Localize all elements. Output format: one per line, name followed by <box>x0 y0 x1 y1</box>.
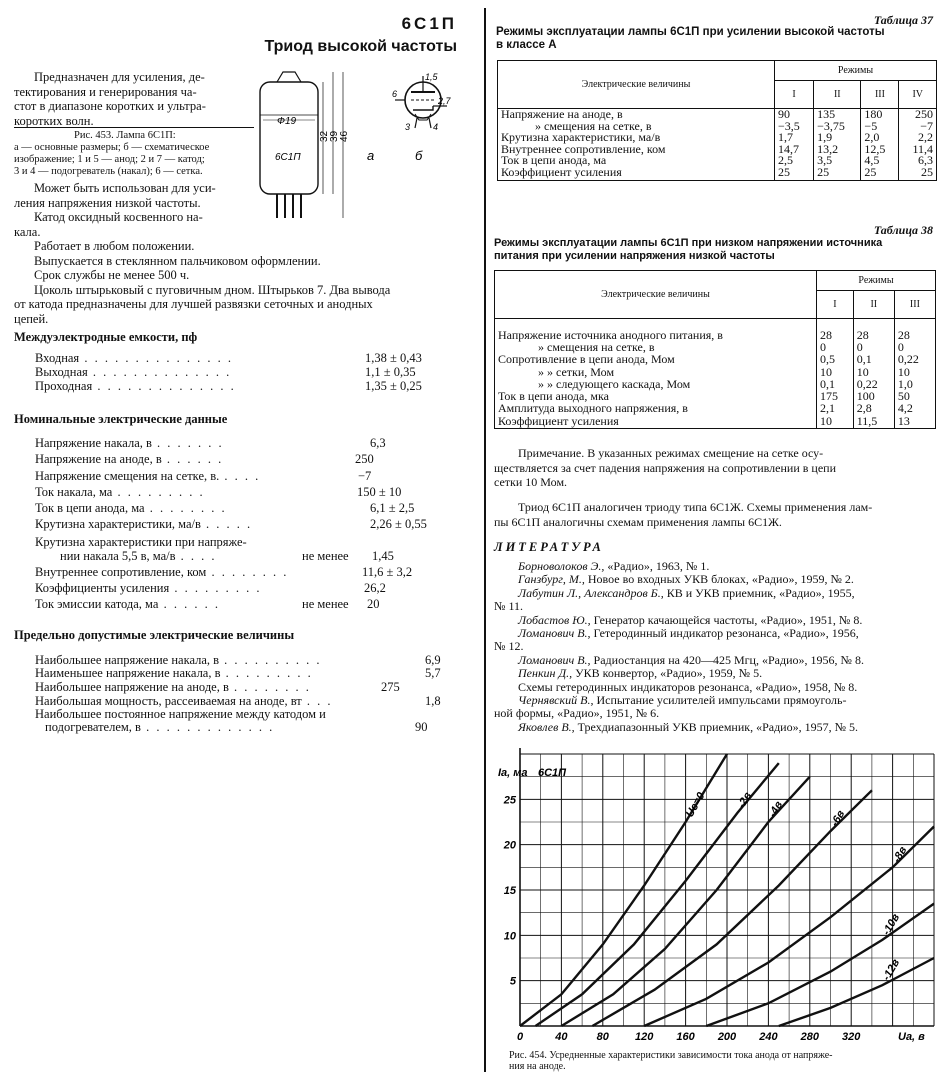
list-item: Наибольшее напряжение на аноде, в . . . . . . . . 275 <box>35 680 400 694</box>
x-tick-label: 160 <box>676 1031 695 1043</box>
table-row: Напряжение источника анодного питания, в » смещения на сетке, в Сопротивление в цепи анода, Мом » » сетки, Мом » » следующего каскада, Мом Ток в цепи анода, мка Амплитуда выходного напряжения, в Коэффициент усиления 28 0 0,5 10 0,1 175 2,1 10 28 0 0,1 10 0,22 100 2,8 11,5 28 0 0,22 10 1,0 50 4,2 13 <box>495 319 936 429</box>
intro-text: Предназначен для усиления, де- тектирования и генерирования ча- стот в диапазоне коротких и ультра- коротких волн. <box>14 70 206 128</box>
diameter-label: Ф19 <box>277 116 297 127</box>
y-tick-label: 10 <box>503 930 516 943</box>
literature-item: Ломанович В., Радиостанция на 420—425 Мгц, «Радио», 1956, № 8. <box>518 652 864 667</box>
list-item: Выходная . . . . . . . . . . . . . . 1,1 ± 0,35 <box>35 365 416 379</box>
x-tick-label: 320 <box>842 1031 861 1043</box>
series-label: -2в <box>735 790 755 811</box>
y-tick-label: 15 <box>503 885 516 897</box>
list-item: Наибольшее постоянное напряжение между катодом и <box>35 707 326 721</box>
list-item: Входная . . . . . . . . . . . . . . . 1,38 ± 0,43 <box>35 351 422 365</box>
tube-body <box>260 82 318 194</box>
list-item: Проходная . . . . . . . . . . . . . . 1,35 ± 0,25 <box>35 379 422 393</box>
series-label: -10в <box>880 911 903 938</box>
pin-3: 3 <box>405 122 411 132</box>
series-label: -6в <box>828 808 848 829</box>
x-tick-label: 0 <box>516 1031 524 1043</box>
label-b: б <box>415 148 423 163</box>
anode-characteristics-chart <box>494 744 940 1056</box>
literature-item-cont: ной формы, «Радио», 1951, № 6. <box>494 706 660 721</box>
list-item: Напряжение накала, в . . . . . . . 6,3 <box>35 436 386 450</box>
x-tick-label: 80 <box>596 1031 609 1043</box>
pin-27: 2,7 <box>438 96 451 106</box>
table37: Электрические величины Режимы I II III IV Напряжение на аноде, в » смещения на сетке, в Крутизна характеристики, ма/в Внутреннее сопротивление, ком Ток в цепи анода, ма Коэффициент усиления 90 −3,5 1,7 14,7 2,5 25 135 −3,75 1,9 13,2 3,5 25 180 −5 2,0 12,5 4,5 25 250 −7 2,2 11,4 6,3 25 <box>497 60 937 181</box>
column-divider <box>484 8 486 1072</box>
literature-item: Схемы гетеродинных индикаторов резонанса, «Радио», 1958, № 8. <box>518 679 858 694</box>
x-tick-label: 240 <box>759 1031 778 1043</box>
table38-label: Таблица 38 <box>873 223 933 237</box>
list-item: Ток в цепи анода, ма . . . . . . . . 6,1 ± 2,5 <box>35 501 415 515</box>
literature-list <box>494 560 941 734</box>
nominal-heading: Номинальные электрические данные <box>14 412 228 426</box>
page-title: Триод высокой частоты <box>264 38 457 55</box>
y-tick-label: 25 <box>503 794 516 807</box>
tube-marking: 6С1П <box>275 152 301 163</box>
literature-item: Пенкин Д., УКВ конвертор, «Радио», 1959, № 5. <box>518 666 763 681</box>
chart-label: 6С1П <box>538 767 567 779</box>
list-item: Внутреннее сопротивление, ком . . . . . . . . 11,6 ± 3,2 <box>35 565 413 579</box>
pin-6: 6 <box>392 89 398 99</box>
literature-item: Яковлев В., Трехдиапазонный УКВ приемник, «Радио», 1957, № 5. <box>518 719 859 734</box>
fig453-caption: Рис. 453. Лампа 6С1П: а — основные размеры; б — схематическое изображение; 1 и 5 — анод; 2 и 7 — катод; 3 и 4 — подогреватель (накал); 6 — сетка. <box>14 130 210 177</box>
body-text: Может быть использован для уси- ления напряжения низкой частоты. Катод оксидный косвенного на- кала. Работает в любом положении. Выпускается в стеклянном пальчиковом оформлении. Срок службы не менее 500 ч. Цоколь штырьковый с пуговичным дном. Штырьков 7. Два вывода от катода предназначены для лучшей развязки сеточных и анодных цепей. <box>14 181 391 326</box>
height-32: 32 <box>319 130 330 142</box>
y-tick-label: 5 <box>509 975 516 988</box>
fig454-caption: Рис. 454. Усредненные характеристики зависимости тока анода от напряже- ния на аноде. <box>509 1050 833 1072</box>
x-tick-label: 280 <box>800 1031 819 1043</box>
note-text: Примечание. В указанных режимах смещение на сетке осу- ществляется за счет падения напряжения на сопротивлении в цепи сетки 10 Мом. <box>494 446 837 489</box>
literature-item: Ганзбург, М., Новое во входных УКВ блоках, «Радио», 1959, № 2. <box>518 572 854 587</box>
series-label: -8в <box>890 844 910 865</box>
t37-modes-head: Режимы <box>775 61 937 81</box>
table38-title: Режимы эксплуатации лампы 6С1П при низком напряжении источника питания при усилении напряжения низкой частоты <box>494 237 883 262</box>
literature-item: Чернявский В., Испытание усилителей импульсами прямоуголь- <box>518 693 847 708</box>
literature-item: Лобастов Ю., Генератор качающейся частоты, «Радио», 1951, № 8. <box>518 612 863 627</box>
y-axis-label: Iа, ма <box>498 767 528 779</box>
literature-item: Ломанович В., Гетеродинный индикатор резонанса, «Радио», 1956, <box>518 626 859 641</box>
height-39: 39 <box>329 130 340 142</box>
x-tick-label: 40 <box>555 1031 568 1043</box>
literature-heading: ЛИТЕРАТУРА <box>494 540 604 554</box>
list-item: Крутизна характеристики, ма/в . . . . . 2,26 ± 0,55 <box>35 517 427 531</box>
t38-col-head: Электрические величины <box>495 271 817 319</box>
series-label: -4в <box>766 799 786 820</box>
analog-text: Триод 6С1П аналогичен триоду типа 6С1Ж. Схемы применения лам- пы 6С1П аналогичны схемам применения лампы 6С1Ж. <box>494 500 873 529</box>
limits-heading: Предельно допустимые электрические величины <box>14 628 295 642</box>
table37-label: Таблица 37 <box>873 13 933 27</box>
pin-15: 1,5 <box>425 72 438 82</box>
x-tick-label: 120 <box>635 1031 654 1043</box>
list-item: нии накала 5,5 в, ма/в . . . . не менее 1,45 <box>60 549 394 563</box>
series-line <box>779 958 934 1026</box>
t38-modes-head: Режимы <box>817 271 936 291</box>
list-item: Крутизна характеристики при напряже- <box>35 535 247 549</box>
series-label: Uс=0 <box>683 790 708 820</box>
list-item: Наименьшее напряжение накала, в . . . . . . . . . 5,7 <box>35 666 441 680</box>
label-a: а <box>367 148 375 163</box>
x-tick-label: 200 <box>717 1031 737 1043</box>
height-46: 46 <box>339 130 350 142</box>
tube-code: 6С1П <box>401 14 457 33</box>
literature-item: Лабутин Л., Александров Б., КВ и УКВ приемник, «Радио», 1955, <box>518 585 855 600</box>
x-axis-label: Uа, в <box>898 1031 925 1043</box>
list-item: Ток накала, ма . . . . . . . . . 150 ± 10 <box>35 485 402 499</box>
list-item: Наибольшая мощность, рассеиваемая на аноде, вт . . . 1,8 <box>35 694 441 708</box>
list-item: Напряжение смещения на сетке, в. . . . . −7 <box>35 469 372 483</box>
list-item: Ток эмиссии катода, ма . . . . . . не менее 20 <box>35 597 380 611</box>
caption-divider <box>14 127 254 128</box>
list-item: Напряжение на аноде, в . . . . . . 250 <box>35 452 374 466</box>
t37-col-head: Электрические величины <box>498 61 775 109</box>
y-tick-label: 20 <box>503 839 516 852</box>
tube-tip <box>277 72 301 82</box>
literature-item-cont: № 12. <box>494 639 524 654</box>
capacitance-heading: Междуэлектродные емкости, пф <box>14 330 198 344</box>
series-label: -12в <box>880 957 903 983</box>
table-row: Напряжение на аноде, в » смещения на сетке, в Крутизна характеристики, ма/в Внутреннее сопротивление, ком Ток в цепи анода, ма Коэффициент усиления 90 −3,5 1,7 14,7 2,5 25 135 −3,75 1,9 13,2 3,5 25 180 −5 2,0 12,5 4,5 25 250 −7 2,2 11,4 6,3 25 <box>498 109 937 181</box>
list-item: Наибольшее напряжение накала, в . . . . . . . . . . 6,9 <box>35 653 441 667</box>
pin-4: 4 <box>433 122 439 132</box>
table38: Электрические величины Режимы I II III Напряжение источника анодного питания, в » смещения на сетке, в Сопротивление в цепи анода, Мом » » сетки, Мом » » следующего каскада, Мом Ток в цепи анода, мка Амплитуда выходного напряжения, в Коэффициент усиления 28 0 0,5 10 0,1 175 2,1 10 28 0 0,1 10 0,22 100 2,8 11,5 28 0 0,22 10 1,0 50 4,2 13 <box>494 270 936 429</box>
list-item: Коэффициенты усиления . . . . . . . . . 26,2 <box>35 581 386 595</box>
literature-item: Борноволоков Э., «Радио», 1963, № 1. <box>518 559 710 573</box>
table37-title: Режимы эксплуатации лампы 6С1П при усилении высокой частоты в классе А <box>496 26 885 51</box>
series-line <box>592 790 872 1026</box>
list-item: подогревателем, в . . . . . . . . . . . . . 90 <box>45 720 428 734</box>
literature-item-cont: № 11. <box>494 599 524 614</box>
